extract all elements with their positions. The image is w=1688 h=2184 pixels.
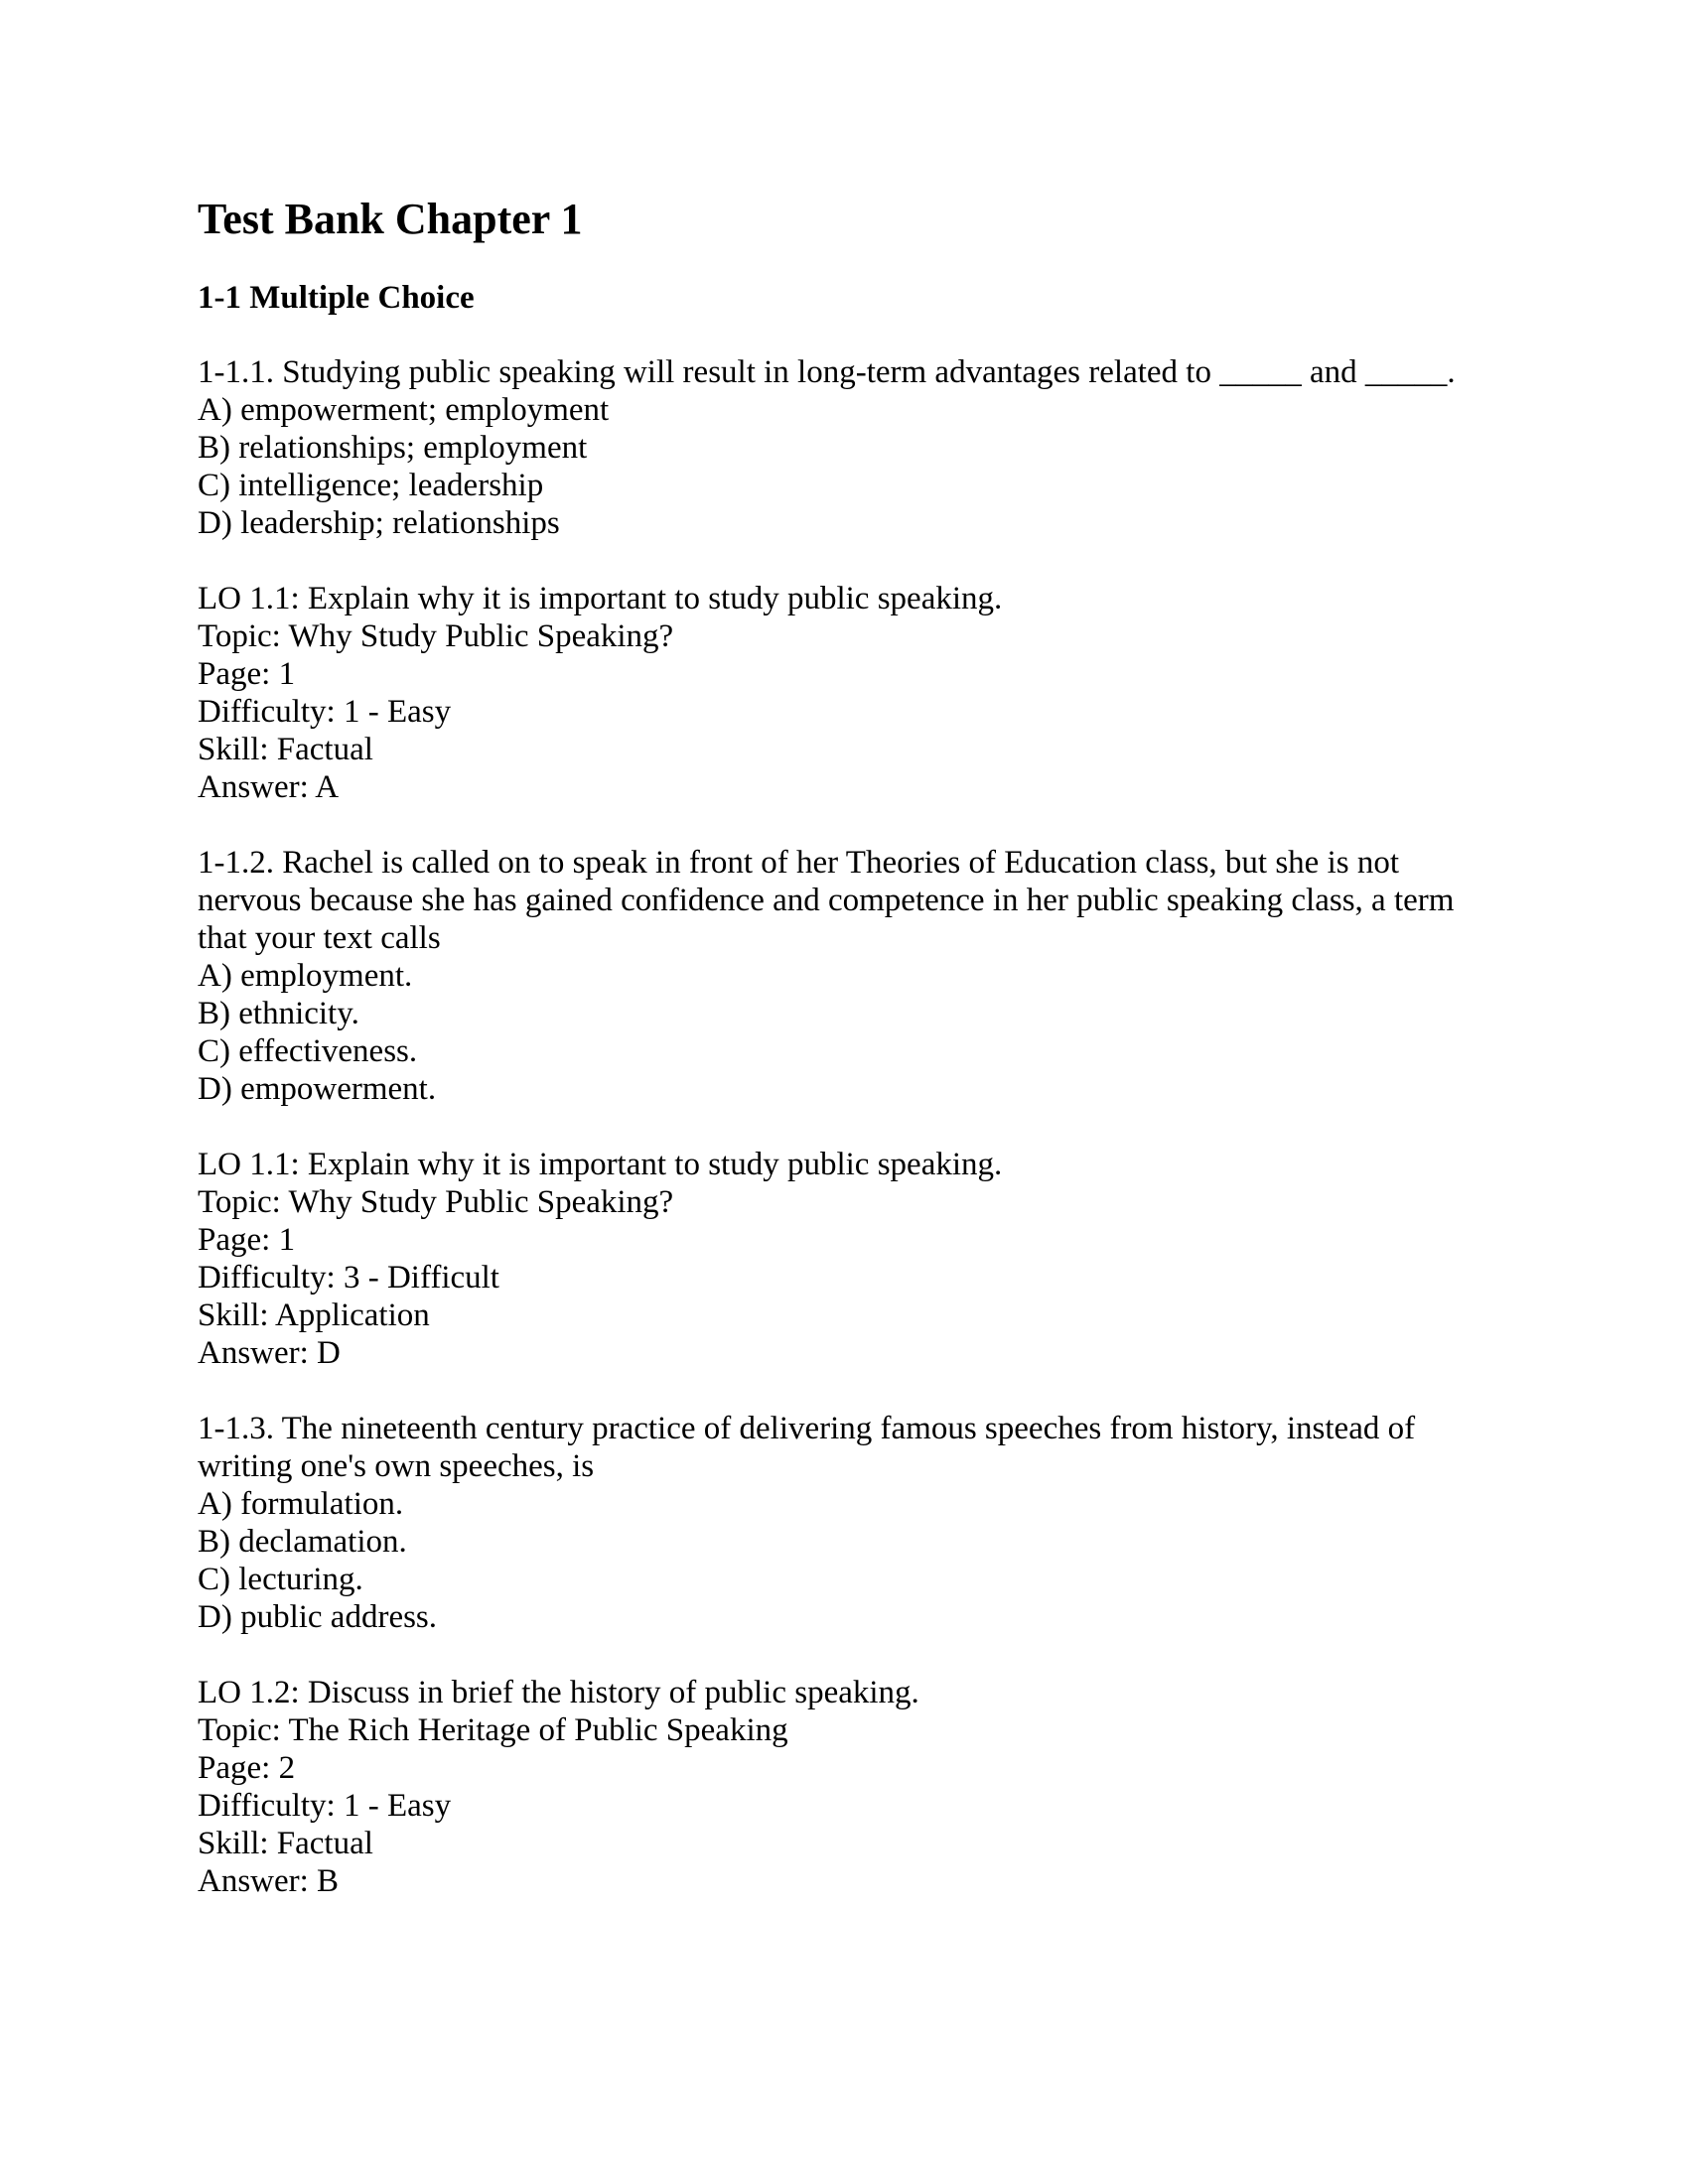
question-metadata: Page: 2 <box>198 1750 296 1786</box>
answer-option: C) lecturing. <box>198 1562 363 1597</box>
question-metadata: LO 1.1: Explain why it is important to study public speaking. <box>198 581 1003 616</box>
question-list <box>198 353 1456 1938</box>
question-metadata: Topic: The Rich Heritage of Public Speaking <box>198 1712 788 1748</box>
question-metadata: LO 1.2: Discuss in brief the history of public speaking. <box>198 1675 919 1710</box>
question-text: writing one's own speeches, is <box>198 1448 595 1484</box>
answer-option: B) ethnicity. <box>198 996 359 1031</box>
page-title: Test Bank Chapter 1 <box>198 195 583 243</box>
answer-option: D) leadership; relationships <box>198 505 560 541</box>
question-text: 1-1.1. Studying public speaking will result in long-term advantages related to _____ and _____. <box>198 354 1456 390</box>
answer-option: C) effectiveness. <box>198 1033 418 1069</box>
question-metadata: Topic: Why Study Public Speaking? <box>198 618 674 654</box>
question-metadata: Difficulty: 1 - Easy <box>198 1788 452 1824</box>
question-text: 1-1.3. The nineteenth century practice of delivering famous speeches from history, instead of <box>198 1411 1416 1446</box>
answer-option: A) employment. <box>198 958 413 994</box>
answer-option: A) empowerment; employment <box>198 392 610 428</box>
question-block <box>198 844 1456 1410</box>
question-metadata: Difficulty: 3 - Difficult <box>198 1260 499 1296</box>
answer-option: C) intelligence; leadership <box>198 468 544 503</box>
question-text: 1-1.2. Rachel is called on to speak in front of her Theories of Education class, but she is not <box>198 845 1400 881</box>
question-metadata: Skill: Factual <box>198 1826 373 1861</box>
question-block <box>198 1410 1456 1938</box>
section-heading: 1-1 Multiple Choice <box>198 280 475 316</box>
question-metadata: Difficulty: 1 - Easy <box>198 694 452 730</box>
question-metadata: Answer: B <box>198 1863 340 1899</box>
question-metadata: Answer: D <box>198 1335 341 1371</box>
question-text: nervous because she has gained confidence and competence in her public speaking class, a term <box>198 883 1455 918</box>
question-metadata: Page: 1 <box>198 1222 296 1258</box>
answer-option: A) formulation. <box>198 1486 404 1522</box>
question-metadata: LO 1.1: Explain why it is important to study public speaking. <box>198 1147 1003 1182</box>
question-metadata: Topic: Why Study Public Speaking? <box>198 1184 674 1220</box>
question-metadata: Answer: A <box>198 769 340 805</box>
answer-option: B) relationships; employment <box>198 430 588 466</box>
answer-option: D) public address. <box>198 1599 438 1635</box>
answer-option: D) empowerment. <box>198 1071 437 1107</box>
question-metadata: Skill: Application <box>198 1297 430 1333</box>
question-text: that your text calls <box>198 920 441 956</box>
answer-option: B) declamation. <box>198 1524 407 1560</box>
question-metadata: Skill: Factual <box>198 732 373 767</box>
question-metadata: Page: 1 <box>198 656 296 692</box>
question-block <box>198 353 1456 844</box>
